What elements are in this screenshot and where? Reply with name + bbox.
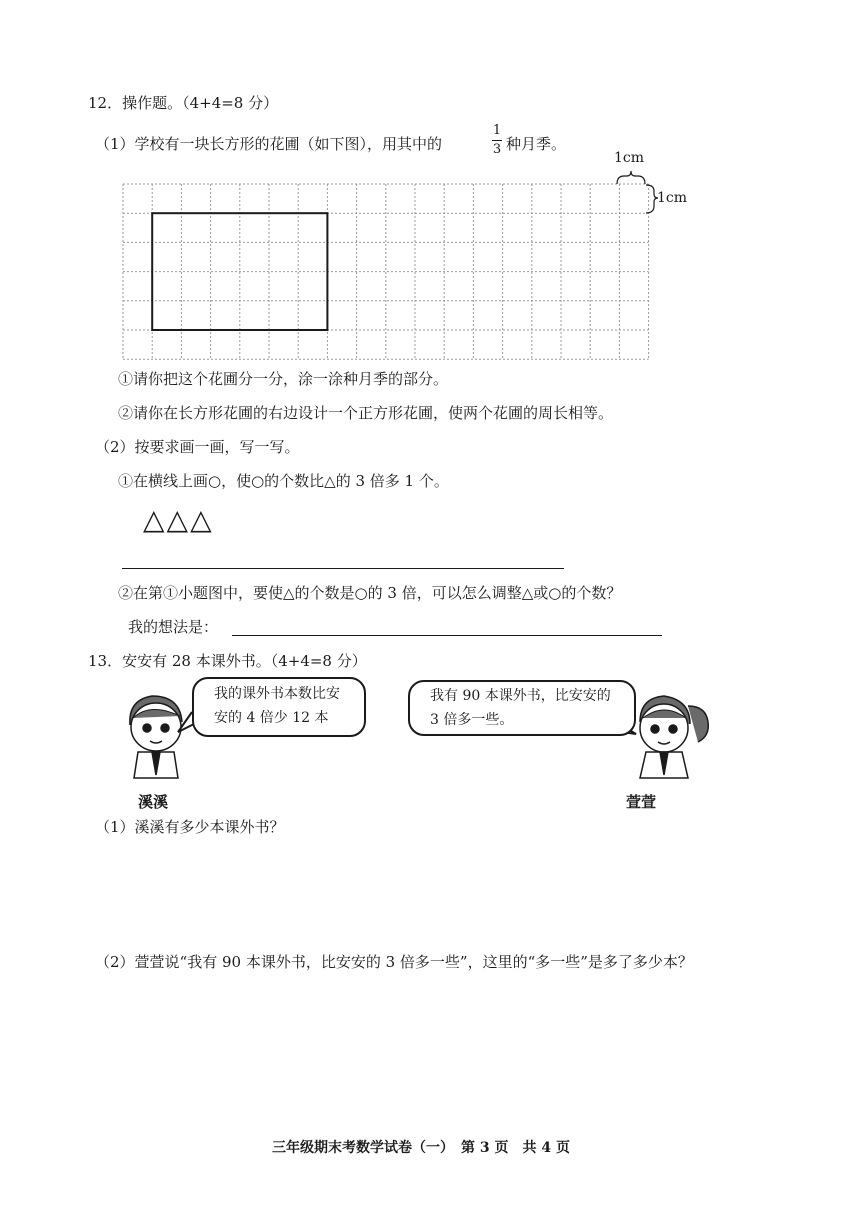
q13-title: 13．安安有 28 本课外书。（4+4=8 分）: [88, 652, 367, 670]
my-idea-label: 我的想法是：: [128, 618, 219, 636]
left-bubble-line1: 我的课外书本数比安: [214, 686, 340, 702]
girl-avatar: [640, 696, 708, 778]
name-xixi: 溪溪: [138, 793, 169, 811]
left-bubble-line2: 安的 4 倍少 12 本: [214, 710, 329, 726]
q12-task4: ②在第①小题图中，要使△的个数是○的 3 倍，可以怎么调整△或○的个数？: [118, 584, 622, 602]
fraction-denominator: 3: [492, 142, 502, 157]
fraction-numerator: 1: [492, 123, 502, 138]
answer-line-circles[interactable]: [122, 568, 564, 569]
q12-task2: ②请你在长方形花圃的右边设计一个正方形花圃，使两个花圃的周长相等。: [118, 404, 614, 422]
unit-height-label: 1cm: [657, 190, 688, 206]
right-bubble-line1: 我有 90 本课外书，比安安的: [430, 688, 611, 704]
name-xuanxuan: 萱萱: [626, 793, 657, 811]
square-grid: [123, 184, 649, 359]
q12-task1: ①请你把这个花圃分一分，涂一涂种月季的部分。: [118, 370, 449, 388]
page-footer: 三年级期末考数学试卷（一） 第 3 页 共 4 页: [272, 1140, 570, 1156]
q12-part1-prefix: （1）学校有一块长方形的花圃（如下图），用其中的: [95, 135, 443, 153]
answer-line-idea[interactable]: [232, 635, 662, 636]
q12-task3: ①在横线上画○，使○的个数比△的 3 倍多 1 个。: [118, 472, 449, 490]
q12-part1-suffix: 种月季。: [506, 135, 567, 153]
right-bubble-line2: 3 倍多一些。: [430, 712, 514, 728]
boy-avatar: [130, 696, 182, 778]
triangles-row: △△△: [143, 503, 214, 536]
unit-width-label: 1cm: [614, 150, 645, 166]
q12-title: 12．操作题。（4+4=8 分）: [88, 94, 279, 112]
width-brace: [617, 171, 645, 184]
q13-part1: （1）溪溪有多少本课外书？: [95, 818, 285, 836]
height-brace: [646, 185, 658, 213]
q13-part2: （2）萱萱说“我有 90 本课外书，比安安的 3 倍多一些”，这里的“多一些”是多了多少本？: [95, 953, 693, 971]
q12-part2: （2）按要求画一画，写一写。: [95, 438, 300, 456]
